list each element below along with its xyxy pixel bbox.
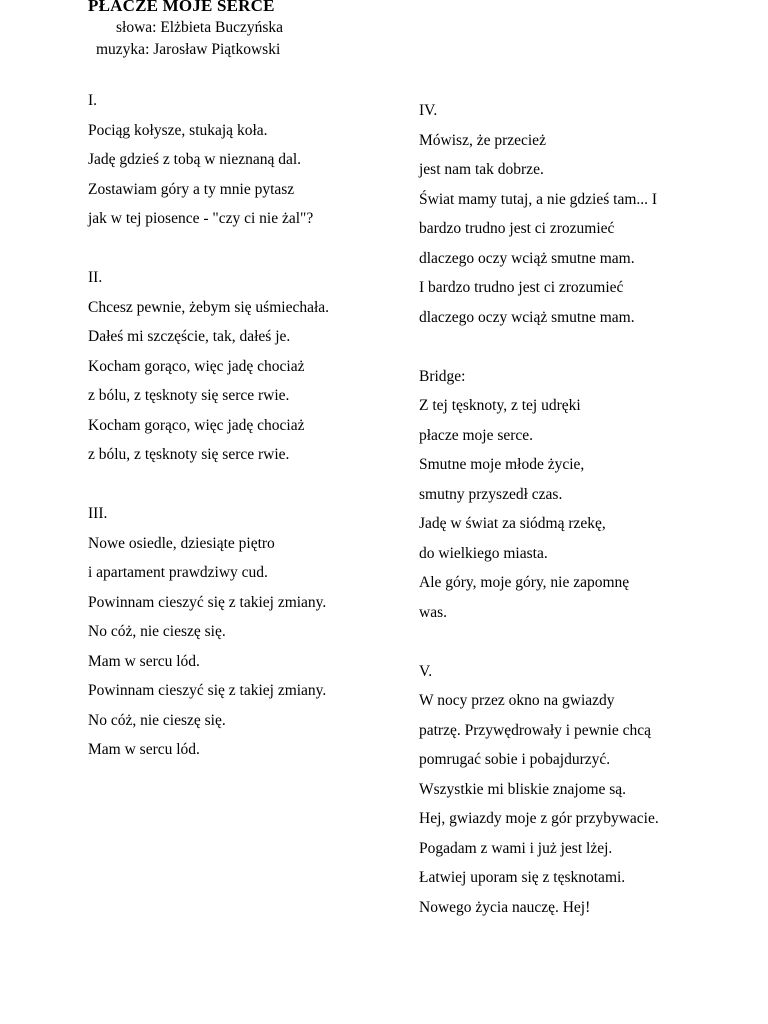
song-title: PŁACZE MOJE SERCE — [88, 0, 275, 15]
lyric-line: płacze moje serce. — [419, 426, 534, 444]
lyric-line: Łatwiej uporam się z tęsknotami. — [419, 869, 626, 886]
stanza — [88, 86, 418, 234]
stanza — [88, 263, 418, 470]
stanza-label: III. — [88, 505, 108, 522]
lyric-line: bardzo trudno jest ci zrozumieć — [419, 220, 615, 237]
lyric-line: W nocy przez okno na gwiazdy — [419, 692, 615, 709]
lyric-line: Pogadam z wami i już jest lżej. — [419, 839, 613, 857]
lyric-line: dlaczego oczy wciąż smutne mam. — [419, 249, 635, 267]
lyric-line: Jadę w świat za siódmą rzekę, — [419, 515, 606, 532]
lyric-line: z bólu, z tęsknoty się serce rwie. — [88, 387, 290, 404]
left-column — [88, 86, 418, 765]
lyric-line: Dałeś mi szczęście, tak, dałeś je. — [88, 328, 291, 345]
lyric-line: Mam w sercu lód. — [88, 741, 200, 758]
stanza-label: I. — [88, 92, 98, 109]
lyric-line: Kocham gorąco, więc jadę chociaż — [88, 416, 305, 434]
lyric-line: Wszystkie mi bliskie znajome są. — [419, 780, 627, 798]
lyric-line: Zostawiam góry a ty mnie pytasz — [88, 180, 295, 198]
stanza-label: Bridge: — [419, 367, 466, 385]
lyric-line: Nowego życia nauczę. Hej! — [419, 898, 591, 916]
lyric-line: was. — [419, 603, 447, 621]
lyric-line: pomrugać sobie i pobajdurzyć. — [419, 751, 611, 768]
stanza — [88, 499, 418, 765]
stanza — [419, 96, 749, 332]
lyric-line: Powinnam cieszyć się z takiej zmiany. — [88, 682, 327, 699]
lyrics-credit: słowa: Elżbieta Buczyńska — [116, 19, 284, 36]
lyric-line: do wielkiego miasta. — [419, 544, 548, 562]
stanza-label: II. — [88, 269, 103, 286]
lyric-line: Pociąg kołysze, stukają koła. — [88, 121, 268, 139]
lyric-line: Chcesz pewnie, żebym się uśmiechała. — [88, 298, 330, 316]
lyric-line: dlaczego oczy wciąż smutne mam. — [419, 308, 635, 326]
lyric-line: Z tej tęsknoty, z tej udręki — [419, 397, 581, 414]
lyric-line: Mówisz, że przecież — [419, 131, 546, 149]
lyric-line: jak w tej piosence - "czy ci nie żal"? — [88, 210, 314, 227]
lyric-line: No cóż, nie cieszę się. — [88, 711, 226, 729]
lyric-line: No cóż, nie cieszę się. — [88, 623, 226, 640]
lyric-line: Hej, gwiazdy moje z gór przybywacie. — [419, 810, 659, 827]
lyric-line: jest nam tak dobrze. — [419, 161, 544, 178]
lyric-line: Nowe osiedle, dziesiąte piętro — [88, 534, 275, 552]
lyric-line: z bólu, z tęsknoty się serce rwie. — [88, 446, 290, 463]
lyric-line: I bardzo trudno jest ci zrozumieć — [419, 279, 624, 296]
stanza-label: V. — [419, 662, 433, 680]
lyric-line: Jadę gdzieś z tobą w nieznaną dal. — [88, 151, 302, 168]
lyric-line: i apartament prawdziwy cud. — [88, 564, 268, 581]
stanza — [419, 657, 749, 923]
lyric-line: Smutne moje młode życie, — [419, 456, 585, 473]
lyric-line: Kocham gorąco, więc jadę chociaż — [88, 357, 305, 375]
music-credit: muzyka: Jarosław Piątkowski — [96, 41, 281, 58]
lyric-line: Świat mamy tutaj, a nie gdzieś tam... I — [419, 190, 658, 208]
lyric-line: Ale góry, moje góry, nie zapomnę — [419, 574, 630, 591]
stanza-label: IV. — [419, 102, 438, 119]
lyric-line: patrzę. Przywędrowały i pewnie chcą — [419, 721, 651, 739]
right-column — [419, 96, 749, 922]
lyric-line: Powinnam cieszyć się z takiej zmiany. — [88, 593, 327, 611]
lyric-line: Mam w sercu lód. — [88, 652, 200, 670]
stanza — [419, 362, 749, 628]
lyric-line: smutny przyszedł czas. — [419, 485, 563, 503]
song-header — [88, 0, 388, 61]
